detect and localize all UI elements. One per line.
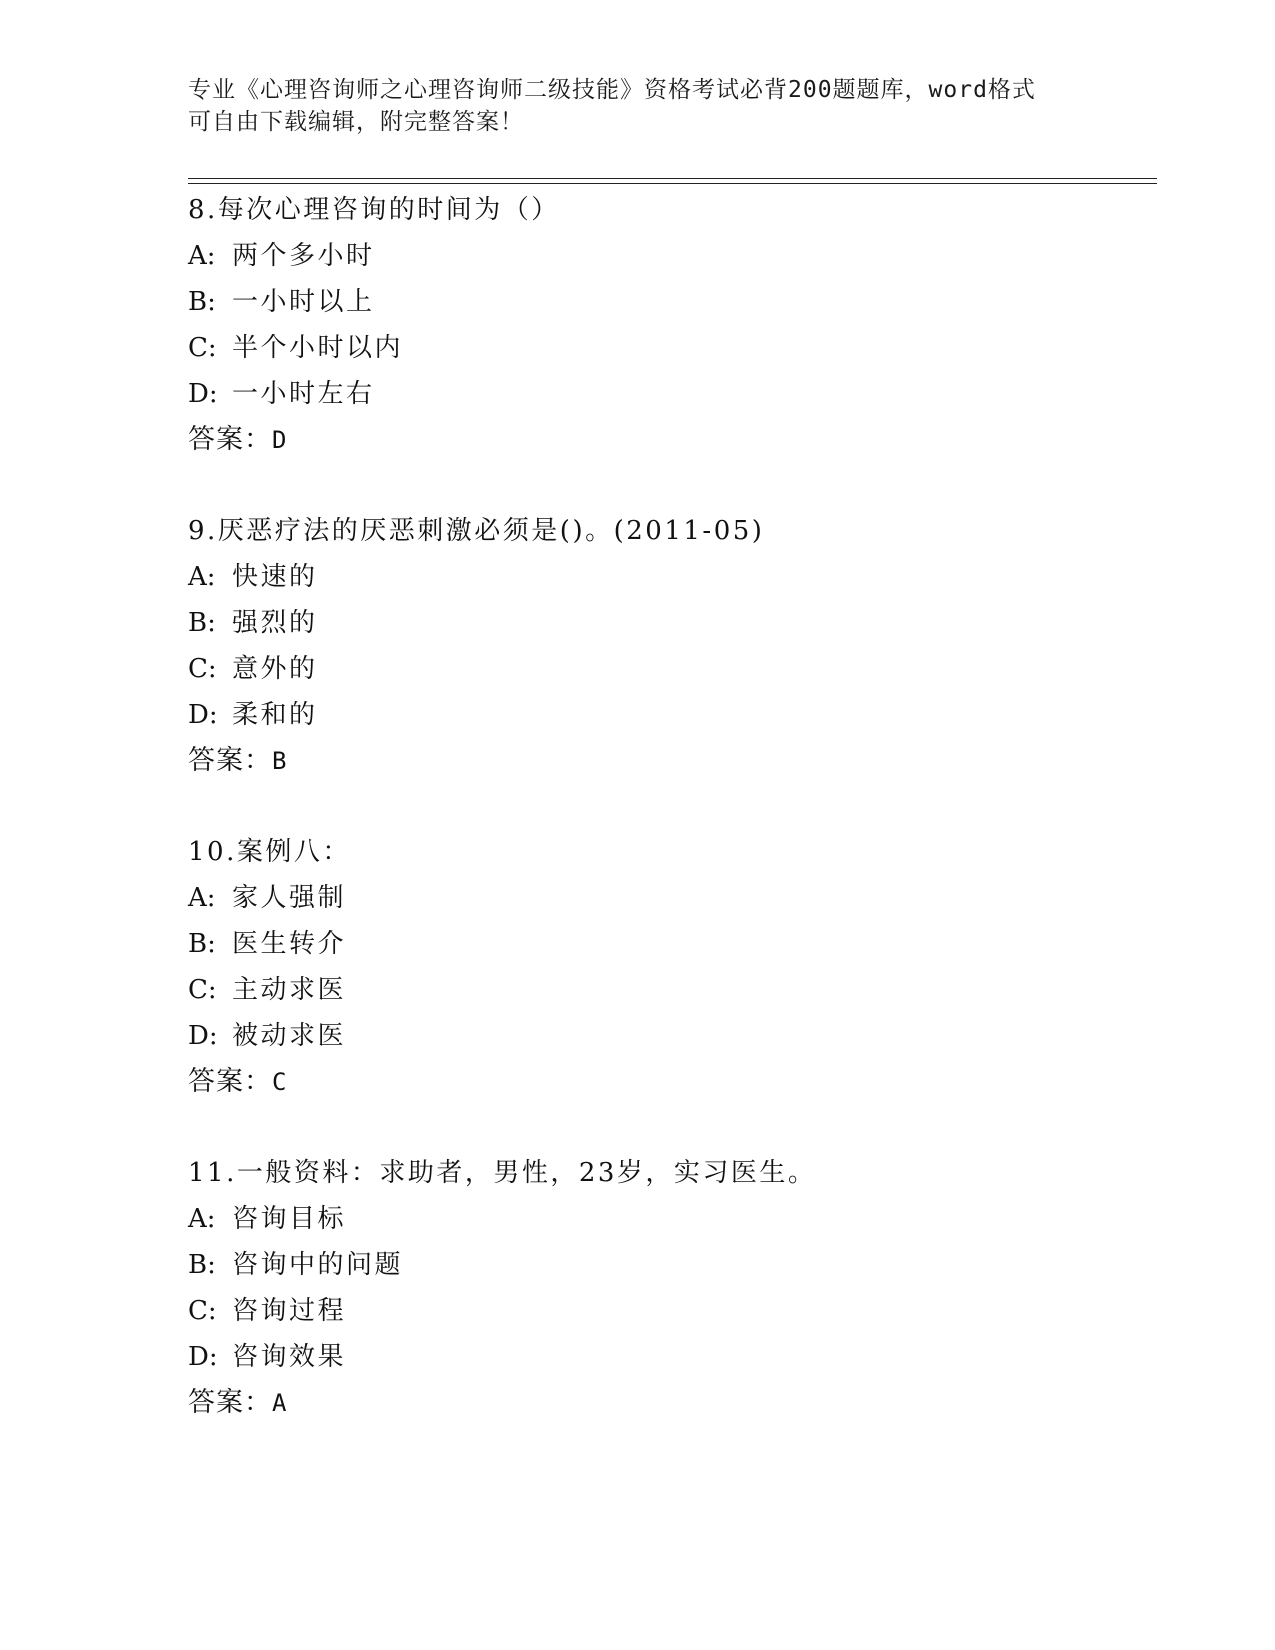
option-text: 咨询效果 — [232, 1342, 347, 1372]
option-letter: B: — [188, 287, 216, 317]
option-c — [188, 967, 1148, 1013]
answer-value: D — [272, 426, 288, 454]
option-d — [188, 1013, 1148, 1059]
answer-value: B — [272, 747, 288, 775]
question-11 — [188, 1150, 1148, 1426]
option-text: 半个小时以内 — [232, 333, 404, 363]
option-a — [188, 1196, 1148, 1242]
answer-label: 答案： — [188, 1387, 272, 1418]
option-text: 一小时左右 — [232, 379, 375, 409]
option-text: 意外的 — [232, 654, 318, 684]
option-a — [188, 233, 1148, 279]
option-text: 咨询中的问题 — [232, 1250, 404, 1280]
option-letter: A: — [188, 562, 216, 592]
option-d — [188, 371, 1148, 417]
option-letter: A: — [188, 241, 216, 271]
option-text: 咨询目标 — [232, 1204, 347, 1234]
option-letter: D: — [188, 700, 218, 730]
option-b — [188, 600, 1148, 646]
option-text: 快速的 — [232, 562, 318, 592]
option-text: 医生转介 — [232, 929, 347, 959]
option-c — [188, 325, 1148, 371]
option-a — [188, 875, 1148, 921]
option-text: 两个多小时 — [232, 241, 375, 271]
option-text: 被动求医 — [232, 1021, 347, 1051]
option-letter: A: — [188, 883, 216, 913]
header-divider-bottom — [188, 183, 1157, 184]
answer-label: 答案： — [188, 1066, 272, 1097]
header-title-line-2: 可自由下载编辑，附完整答案！ — [188, 109, 524, 135]
option-a — [188, 554, 1148, 600]
answer-line — [188, 1059, 1148, 1105]
option-text: 柔和的 — [232, 700, 318, 730]
option-text: 咨询过程 — [232, 1296, 347, 1326]
question-8 — [188, 187, 1148, 463]
question-title: 8.每次心理咨询的时间为（） — [188, 195, 560, 225]
option-d — [188, 692, 1148, 738]
answer-line — [188, 417, 1148, 463]
option-letter: B: — [188, 929, 216, 959]
option-c — [188, 1288, 1148, 1334]
option-d — [188, 1334, 1148, 1380]
option-b — [188, 921, 1148, 967]
question-title: 11.一般资料：求助者，男性，23岁，实习医生。 — [188, 1158, 817, 1188]
document-header — [188, 74, 1088, 138]
answer-line — [188, 1380, 1148, 1426]
option-b — [188, 279, 1148, 325]
option-c — [188, 646, 1148, 692]
question-9 — [188, 508, 1148, 784]
answer-value: A — [272, 1389, 288, 1417]
option-letter: A: — [188, 1204, 216, 1234]
question-10 — [188, 829, 1148, 1105]
option-letter: D: — [188, 1342, 218, 1372]
header-divider-top — [188, 178, 1157, 179]
option-text: 一小时以上 — [232, 287, 375, 317]
answer-label: 答案： — [188, 745, 272, 776]
answer-label: 答案： — [188, 424, 272, 455]
header-title-line-1: 专业《心理咨询师之心理咨询师二级技能》资格考试必背200题题库，word格式 — [188, 77, 1036, 103]
answer-value: C — [272, 1068, 288, 1096]
question-title: 9.厌恶疗法的厌恶刺激必须是()。(2011-05) — [188, 516, 765, 546]
option-letter: D: — [188, 1021, 218, 1051]
option-b — [188, 1242, 1148, 1288]
question-list — [188, 187, 1148, 1426]
option-letter: C: — [188, 975, 217, 1005]
option-letter: C: — [188, 1296, 217, 1326]
option-letter: D: — [188, 379, 218, 409]
question-title: 10.案例八： — [188, 837, 351, 867]
option-text: 主动求医 — [232, 975, 347, 1005]
option-letter: C: — [188, 333, 217, 363]
option-letter: B: — [188, 1250, 216, 1280]
option-text: 强烈的 — [232, 608, 318, 638]
answer-line — [188, 738, 1148, 784]
option-text: 家人强制 — [232, 883, 347, 913]
option-letter: C: — [188, 654, 217, 684]
option-letter: B: — [188, 608, 216, 638]
